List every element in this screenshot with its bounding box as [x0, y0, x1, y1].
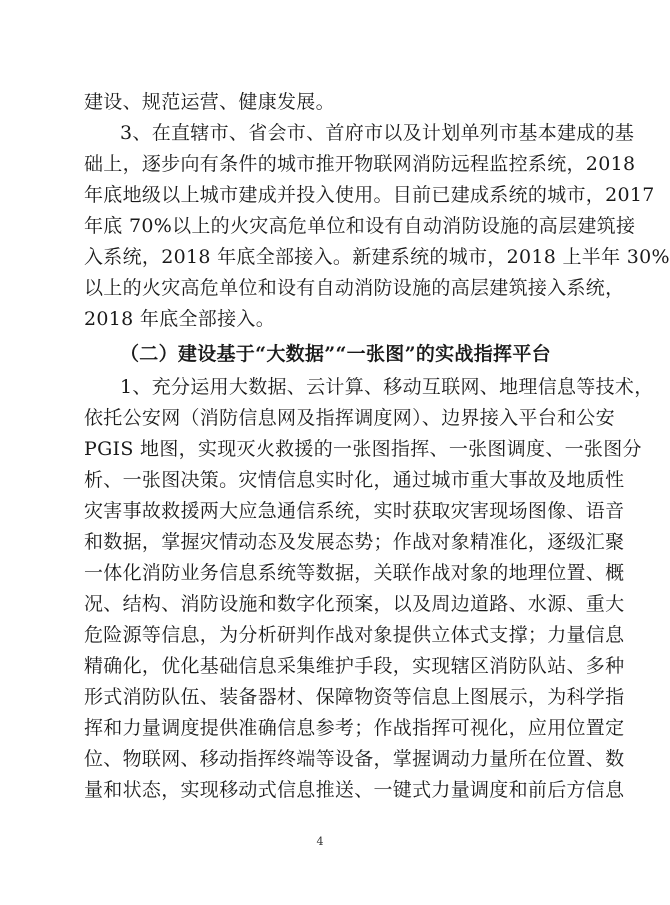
text-line: PGIS 地图，实现灭火救援的一张图指挥、一张图调度、一张图分 — [84, 438, 642, 460]
text-line: 依托公安网（消防信息网及指挥调度网）、边界接入平台和公安 — [84, 407, 615, 429]
section-heading: （二）建设基于“大数据”“一张图”的实战指挥平台 — [120, 343, 551, 365]
text-line: 年底地级以上城市建成并投入使用。目前已建成系统的城市，2017 — [84, 184, 655, 206]
text-line: 位、物联网、移动指挥终端等设备，掌握调动力量所在位置、数 — [84, 748, 625, 770]
text-line: 况、结构、消防设施和数字化预案，以及周边道路、水源、重大 — [84, 593, 625, 615]
text-line: 一体化消防业务信息系统等数据，关联作战对象的地理位置、概 — [84, 562, 625, 584]
text-line: 析、一张图决策。灾情信息实时化，通过城市重大事故及地质性 — [84, 469, 625, 491]
text-line: 3、在直辖市、省会市、首府市以及计划单列市基本建成的基 — [120, 122, 635, 144]
text-line: 1、充分运用大数据、云计算、移动互联网、地理信息等技术， — [120, 376, 654, 398]
text-line: 和数据，掌握灾情动态及发展态势；作战对象精准化，逐级汇聚 — [84, 531, 625, 553]
text-line: 建设、规范运营、健康发展。 — [84, 91, 335, 113]
text-line: 危险源等信息，为分析研判作战对象提供立体式支撑；力量信息 — [84, 624, 625, 646]
text-line: 础上，逐步向有条件的城市推开物联网消防远程监控系统，2018 — [84, 153, 636, 175]
text-line: 挥和力量调度提供准确信息参考；作战指挥可视化，应用位置定 — [84, 717, 625, 739]
text-line: 以上的火灾高危单位和设有自动消防设施的高层建筑接入系统， — [84, 277, 625, 299]
text-line: 量和状态，实现移动式信息推送、一键式力量调度和前后方信息 — [84, 779, 625, 801]
text-line: 2018 年底全部接入。 — [84, 308, 275, 330]
text-line: 精确化，优化基础信息采集维护手段，实现辖区消防队站、多种 — [84, 655, 625, 677]
text-line: 年底 70%以上的火灾高危单位和设有自动消防设施的高层建筑接 — [84, 215, 636, 237]
text-line: 灾害事故救援两大应急通信系统，实时获取灾害现场图像、语音 — [84, 500, 625, 522]
text-line: 入系统，2018 年底全部接入。新建系统的城市，2018 上半年 30% — [84, 246, 670, 268]
text-line: 形式消防队伍、装备器材、保障物资等信息上图展示，为科学指 — [84, 686, 625, 708]
page-number: 4 — [316, 835, 324, 848]
